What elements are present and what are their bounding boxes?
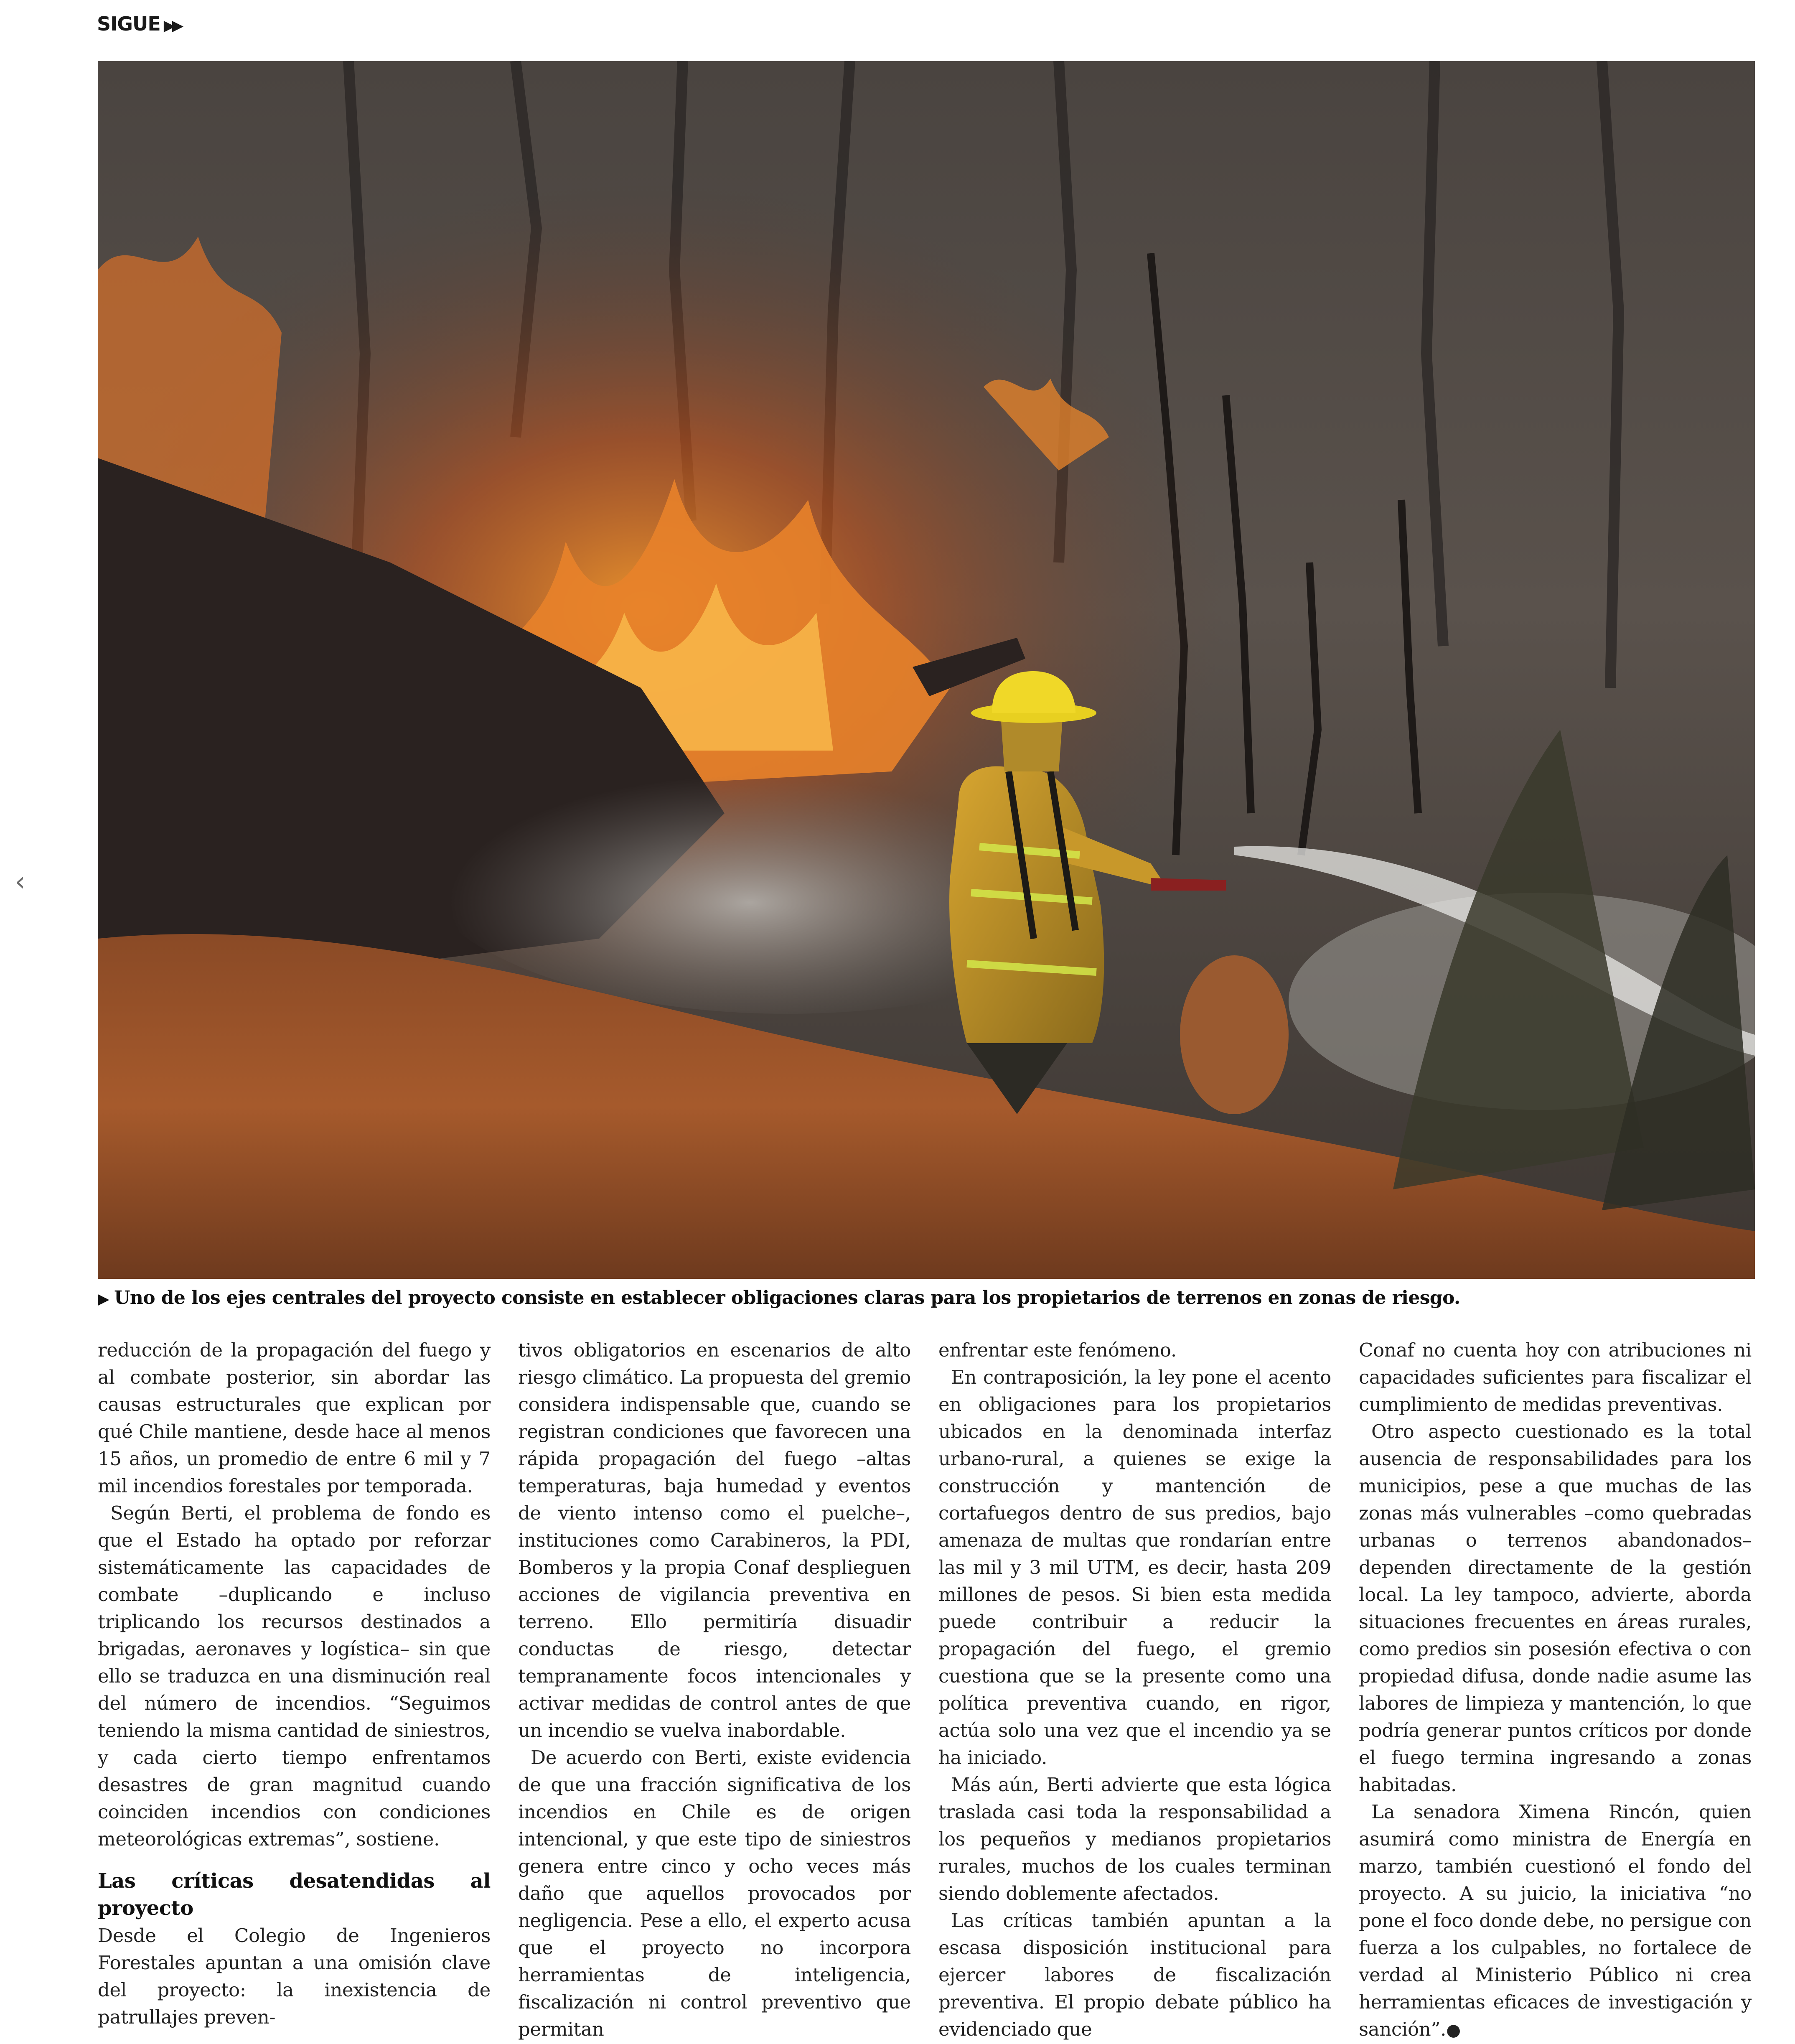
paragraph-final (1359, 1798, 1752, 2044)
article-column-3 (938, 1336, 1331, 2040)
paragraph: Más aún, Berti advierte que esta lógica traslada casi toda la responsabilidad a los pequeños y medianos propietarios rurales, muchos de los cuales terminan siendo doblemente afectados. (938, 1774, 1331, 1904)
article-column-4 (1359, 1336, 1752, 2040)
caption-triangle-icon: ▶ (98, 1291, 109, 1308)
paragraph: Las críticas también apuntan a la escasa disposición institucional para ejercer labores de fiscalización preventiva. El propio debate público ha evidenciado que (938, 1909, 1331, 2040)
section-label (97, 13, 180, 35)
paragraph: En contraposición, la ley pone el acento en obligaciones para los propietarios ubicados en la denominada interfaz urbano-rural, a quienes se exige la construcción y mantención de cortafuegos dentro de sus predios, bajo amenaza de multas que rondarían entre las mil y 3 mil UTM, es decir, hasta 209 millones de pesos. Si bien esta medida puede contribuir a reducir la propagación del fuego, el gremio cuestiona que se la presente como una política preventiva cuando, en rigor, actúa solo una vez que el incendio ya se ha iniciado. (938, 1366, 1331, 1769)
paragraph: reducción de la propagación del fuego y al combate posterior, sin abordar las causas estructurales que explican por qué Chile mantiene, desde hace al menos 15 años, un promedio de entre 6 mil y 7 mil incendios forestales por temporada. (98, 1339, 491, 1497)
article-column-1 (98, 1336, 491, 2028)
caption-text: Uno de los ejes centrales del proyecto consiste en establecer obligaciones claras para los propietarios de terrenos en zonas de riesgo. (114, 1287, 1460, 1308)
previous-page-button[interactable] (8, 863, 33, 901)
paragraph: Desde el Colegio de Ingenieros Forestales apuntan a una omisión clave del proyecto: la inexistencia de patrullajes preven- (98, 1924, 491, 2028)
paragraph: Según Berti, el problema de fondo es que el Estado ha optado por reforzar sistemáticamente las capacidades de combate –duplicando e incluso triplicando los recursos destinados a brigadas, aeronaves y logística– sin que ello se traduzca en una disminución real del número de incendios. “Seguimos teniendo la misma cantidad de siniestros, y cada cierto tiempo enfrentamos desastres de gran magnitud cuando coinciden incendios con condiciones meteorológicas extremas”, sostiene. (98, 1502, 491, 1850)
article-photo (98, 61, 1755, 1279)
photo-caption (98, 1287, 1755, 1308)
double-arrow-icon: ▶▶ (163, 17, 181, 34)
sigue-label: SIGUE (97, 13, 160, 35)
paragraph: tivos obligatorios en escenarios de alto riesgo climático. La propuesta del gremio considera indispensable que, cuando se registran condiciones que favorecen una rápida propagación del fuego –altas temperaturas, baja humedad y eventos de viento intenso como el puelche–, instituciones como Carabineros, la PDI, Bomberos y la propia Conaf desplieguen acciones de vigilancia preventiva en terreno. Ello permitiría disuadir conductas de riesgo, detectar tempranamente focos intencionales y activar medidas de control antes de que un incendio se vuelva inabordable. (518, 1339, 911, 1741)
paragraph-text: La senadora Ximena Rincón, quien asumirá como ministra de Energía en marzo, también cuestionó el fondo del proyecto. A su juicio, la iniciativa “no pone el foco donde debe, no persigue con fuerza a los culpables, no fortalece de verdad al Ministerio Público ni crea herramientas eficaces de investigación y sanción”. (1359, 1801, 1752, 2040)
article-column-2 (518, 1336, 911, 2040)
wildfire-firefighter-photo (98, 61, 1755, 1279)
paragraph: De acuerdo con Berti, existe evidencia de que una fracción significativa de los incendios en Chile es de origen intencional, y que este tipo de siniestros genera entre cinco y ocho veces más daño que aquellos provocados por negligencia. Pese a ello, el experto acusa que el proyecto no incorpora herramientas de inteligencia, fiscalización ni control preventivo que permitan (518, 1746, 911, 2040)
chevron-left-icon: ‹ (15, 866, 25, 897)
paragraph: Otro aspecto cuestionado es la total ausencia de responsabilidades para los municipios, pese a que muchas de las zonas más vulnerables –como quebradas urbanas o terrenos abandonados– dependen directamente de la gestión local. La ley tampoco, advierte, aborda situaciones frecuentes en áreas rurales, como predios sin posesión efectiva o con propiedad difusa, donde nadie asume las labores de limpieza y mantención, lo que podría generar puntos críticos por donde el fuego termina ingresando a zonas habitadas. (1359, 1420, 1752, 1796)
subheading: Las críticas desatendidas al proyecto (98, 1869, 491, 1920)
paragraph: enfrentar este fenómeno. (938, 1339, 1177, 1361)
end-mark-icon: ● (1446, 2021, 1461, 2040)
paragraph: Conaf no cuenta hoy con atribuciones ni capacidades suficientes para fiscalizar el cumplimiento de medidas preventivas. (1359, 1339, 1752, 1415)
